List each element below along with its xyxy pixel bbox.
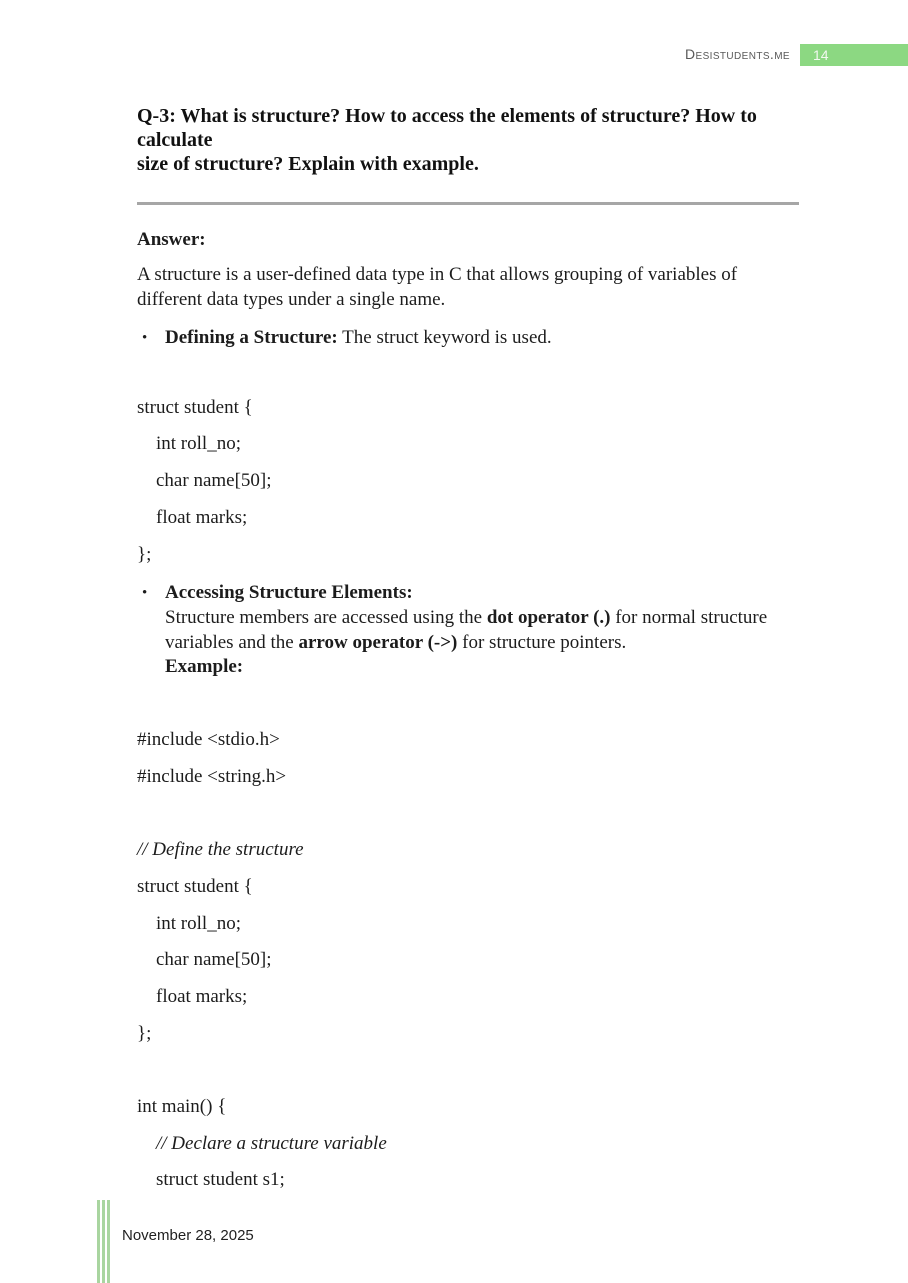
example-label-text: Example:: [165, 656, 244, 678]
bullet2-title-text: Accessing Structure Elements:: [165, 582, 413, 604]
bullet2-line-1: [165, 606, 767, 631]
code-line: float marks;: [156, 506, 248, 528]
bullet-icon: •: [142, 330, 148, 346]
code-line: };: [137, 543, 152, 565]
code-blank-line: [137, 795, 799, 832]
question-line-1: Q-3: What is structure? How to access the elements of structure? How to calculate: [137, 105, 757, 151]
dot-operator-bold: dot operator (.): [486, 606, 611, 628]
text-segment: for normal structure: [610, 606, 768, 628]
code-line: };: [137, 1022, 152, 1044]
arrow-operator-bold: arrow operator (->): [298, 631, 458, 653]
intro-line-2: different data types under a single name.: [137, 288, 446, 310]
footer-stripe-decoration: [97, 1200, 110, 1283]
bullet-icon: •: [142, 585, 148, 602]
bullet-rest-text: The struct keyword is used.: [337, 327, 552, 348]
bullet-defining-structure: [137, 326, 799, 351]
bullet2-example-label: [165, 655, 767, 680]
bullet-text: [165, 326, 552, 351]
question-heading: [137, 104, 799, 176]
code-line: #include <stdio.h>: [137, 729, 280, 751]
code-line: int roll_no;: [156, 433, 241, 455]
code-line: char name[50];: [156, 949, 272, 971]
code-block-example-program: [137, 722, 799, 1199]
code-comment: // Declare a structure variable: [156, 1132, 387, 1154]
code-line: struct student s1;: [156, 1169, 285, 1191]
text-segment: variables and the: [165, 631, 299, 653]
question-line-2: size of structure? Explain with example.: [137, 153, 479, 175]
footer-date: November 28, 2025: [122, 1227, 254, 1244]
page-number-badge: [800, 44, 908, 66]
answer-label: Answer:: [137, 229, 206, 250]
code-line: float marks;: [156, 985, 248, 1007]
code-comment: // Define the structure: [137, 839, 304, 861]
code-blank-line: [137, 1052, 799, 1089]
code-line: struct student {: [137, 396, 253, 418]
page-number: 14: [813, 47, 829, 63]
code-line: #include <string.h>: [137, 765, 287, 787]
code-line: int main() {: [137, 1096, 227, 1118]
bullet2-line-2: [165, 631, 767, 656]
bullet2-title: [165, 581, 767, 606]
intro-line-1: A structure is a user-defined data type in C that allows grouping of variables of: [137, 264, 738, 285]
horizontal-rule: [137, 202, 799, 205]
code-block-struct-definition: [137, 390, 799, 574]
bullet-accessing-elements: [137, 581, 799, 680]
code-line: struct student {: [137, 875, 253, 897]
header-site-name: Desistudents.me: [684, 46, 790, 62]
bullet-bold-label: Defining a Structure:: [165, 327, 338, 348]
text-segment: Structure members are accessed using the: [165, 606, 487, 628]
text-segment: for structure pointers.: [457, 631, 627, 653]
intro-paragraph: [137, 263, 799, 312]
code-line: int roll_no;: [156, 912, 241, 934]
code-line: char name[50];: [156, 470, 272, 492]
page-content: [137, 104, 799, 1199]
bullet-text: [165, 581, 767, 680]
